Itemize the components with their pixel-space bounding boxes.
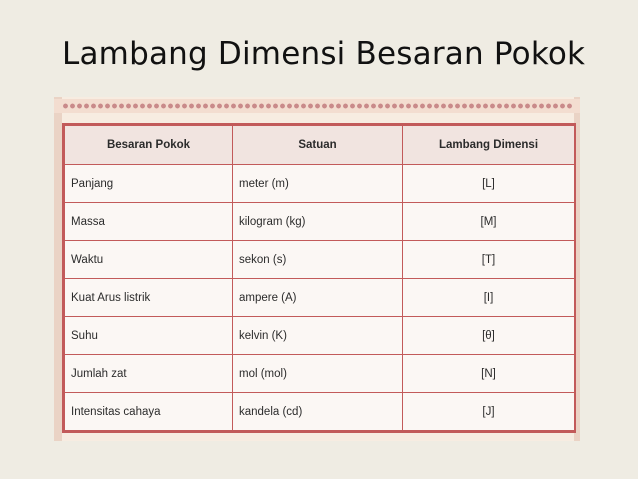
cell-quantity: Massa	[65, 203, 233, 241]
cell-quantity: Panjang	[65, 165, 233, 203]
cell-unit: ampere (A)	[233, 279, 403, 317]
cell-dimension: [N]	[403, 355, 575, 393]
cell-quantity: Jumlah zat	[65, 355, 233, 393]
dotted-border-strip	[54, 99, 580, 113]
table-row	[65, 393, 575, 431]
table-row	[65, 355, 575, 393]
header-besaran-pokok: Besaran Pokok	[65, 126, 233, 165]
table-header-row	[65, 126, 575, 165]
table-row	[65, 279, 575, 317]
cell-unit: mol (mol)	[233, 355, 403, 393]
cell-unit: kelvin (K)	[233, 317, 403, 355]
table-row	[65, 203, 575, 241]
cell-quantity: Kuat Arus listrik	[65, 279, 233, 317]
scan-edge-left	[54, 97, 62, 441]
cell-unit: kandela (cd)	[233, 393, 403, 431]
slide-title: Lambang Dimensi Besaran Pokok	[62, 36, 586, 72]
cell-quantity: Intensitas cahaya	[65, 393, 233, 431]
cell-dimension: [J]	[403, 393, 575, 431]
cell-quantity: Suhu	[65, 317, 233, 355]
cell-dimension: [M]	[403, 203, 575, 241]
header-satuan: Satuan	[233, 126, 403, 165]
cell-unit: meter (m)	[233, 165, 403, 203]
cell-dimension: [T]	[403, 241, 575, 279]
cell-quantity: Waktu	[65, 241, 233, 279]
table-row	[65, 165, 575, 203]
dimension-table	[64, 125, 575, 431]
cell-dimension: [θ]	[403, 317, 575, 355]
cell-unit: kilogram (kg)	[233, 203, 403, 241]
cell-dimension: [L]	[403, 165, 575, 203]
table-row	[65, 241, 575, 279]
header-lambang-dimensi: Lambang Dimensi	[403, 126, 575, 165]
cell-dimension: [I]	[403, 279, 575, 317]
table-image	[54, 97, 580, 441]
cell-unit: sekon (s)	[233, 241, 403, 279]
table-row	[65, 317, 575, 355]
dimension-table-container	[62, 123, 576, 433]
